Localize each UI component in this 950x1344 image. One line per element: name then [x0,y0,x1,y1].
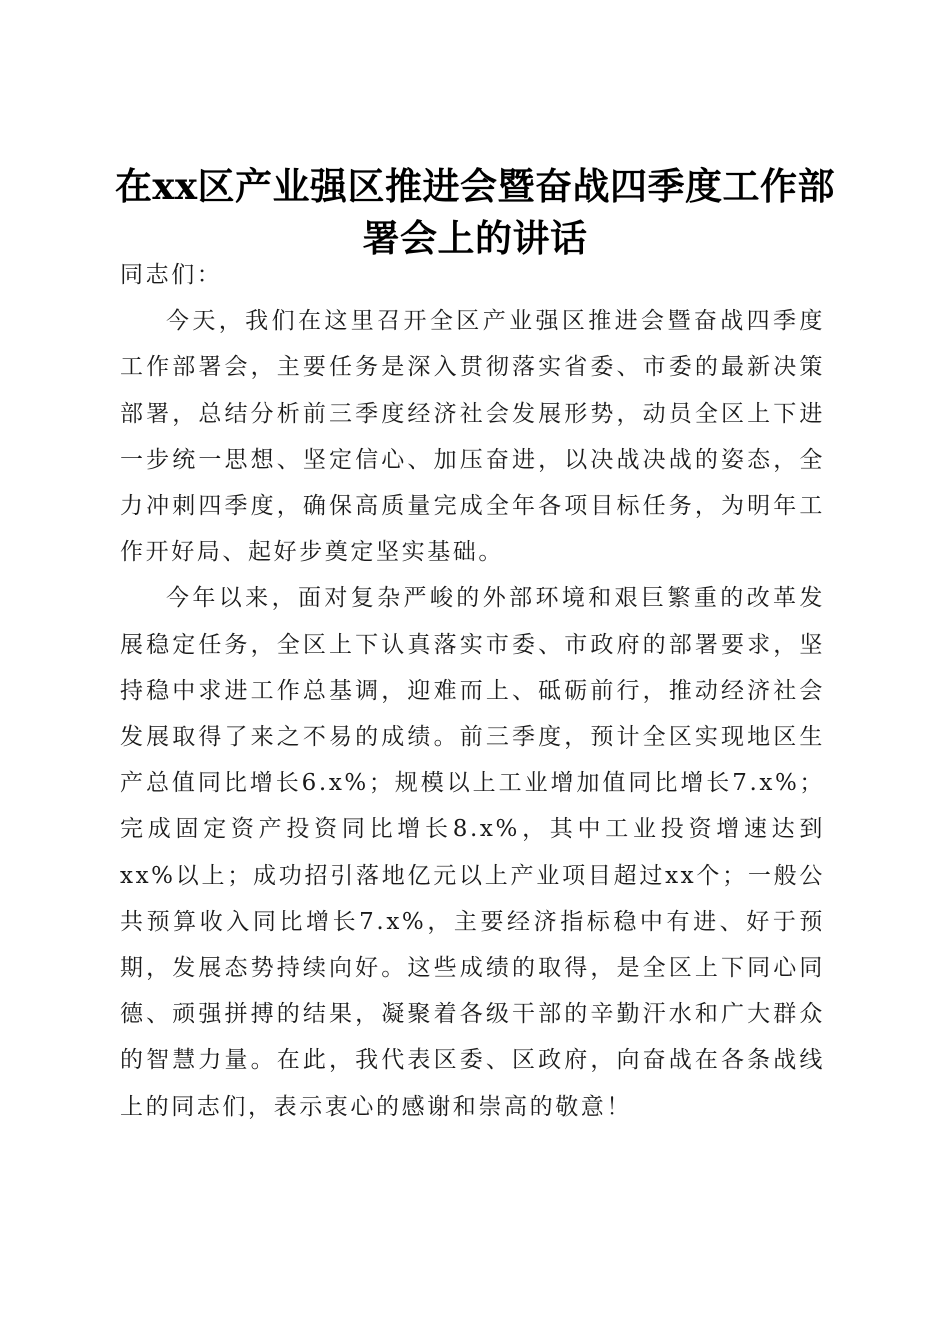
paragraph-2: 今年以来，面对复杂严峻的外部环境和艰巨繁重的改革发展稳定任务，全区上下认真落实市委、市政府的部署要求，坚持稳中求进工作总基调，迎难而上、砥砺前行，推动经济社会发展取得了来之不易的成绩。前三季度，预计全区实现地区生产总值同比增长6.x%；规模以上工业增加值同比增长7.x%；完成固定资产投资同比增长8.x%，其中工业投资增速达到xx%以上；成功招引落地亿元以上产业项目超过xx个；一般公共预算收入同比增长7.x%，主要经济指标稳中有进、好于预期，发展态势持续向好。这些成绩的取得，是全区上下同心同德、顽强拼搏的结果，凝聚着各级干部的辛勤汗水和广大群众的智慧力量。在此，我代表区委、区政府，向奋战在各条战线上的同志们，表示衷心的感谢和崇高的敬意！ [120,585,825,1120]
paragraph-1: 今天，我们在这里召开全区产业强区推进会暨奋战四季度工作部署会，主要任务是深入贯彻落实省委、市委的最新决策部署，总结分析前三季度经济社会发展形势，动员全区上下进一步统一思想、坚定信心、加压奋进，以决战决战的姿态，全力冲刺四季度，确保高质量完成全年各项目标任务，为明年工作开好局、起好步奠定坚实基础。 [120,308,825,566]
document-body [120,252,825,1130]
salutation: 同志们： [120,262,223,288]
document-title: 在xx区产业强区推进会暨奋战四季度工作部署会上的讲话 [114,163,836,260]
